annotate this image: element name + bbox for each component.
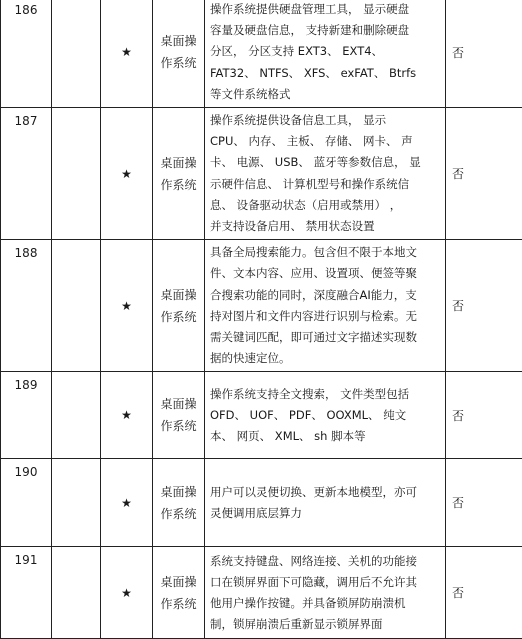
category-cell (153, 372, 205, 459)
category-cell (153, 459, 205, 547)
row-number: 186 (1, 0, 52, 108)
description-line: 并支持设备启用、 禁用状态设置 (210, 216, 441, 237)
description-line: 卡、 电源、 USB、 蓝牙等参数信息， 显 (210, 152, 441, 173)
description-line: 制，锁屏崩溃后重新显示锁屏界面 (210, 614, 441, 635)
row-number: 191 (1, 547, 52, 639)
table-row (1, 0, 522, 108)
star-icon: ★ (101, 547, 153, 639)
result-cell: 否 (446, 459, 522, 547)
description-line: 口在锁屏界面下可隐藏，调用后不允许其 (210, 572, 441, 593)
description-line: 灵便调用底层算力 (210, 503, 441, 524)
description-line: 用户可以灵便切换、更新本地模型，亦可 (210, 482, 441, 503)
table-row (1, 108, 522, 240)
row-number: 190 (1, 459, 52, 547)
category-line: 桌面操 (153, 571, 204, 593)
description-line: 本、 网页、 XML、 sh 脚本等 (210, 426, 441, 447)
category-cell (153, 240, 205, 372)
blank-cell (52, 547, 101, 639)
category-line: 桌面操 (153, 152, 204, 174)
description-line: 操作系统提供设备信息工具， 显示 (210, 110, 441, 131)
category-cell (153, 547, 205, 639)
result-cell: 否 (446, 547, 522, 639)
category-line: 作系统 (153, 174, 204, 196)
star-icon: ★ (101, 108, 153, 240)
description-cell (205, 459, 446, 547)
category-cell (153, 108, 205, 240)
description-line: 分区， 分区支持 EXT3、 EXT4、 (210, 41, 441, 62)
category-line: 作系统 (153, 503, 204, 525)
description-line: 他用户操作按键。并具备锁屏防崩溃机 (210, 593, 441, 614)
star-icon: ★ (101, 372, 153, 459)
star-icon: ★ (101, 459, 153, 547)
description-line: 息、 设备驱动状态（启用或禁用） ， (210, 195, 441, 216)
description-line: 合搜索功能的同时，深度融合AI能力，支 (210, 285, 441, 306)
description-cell (205, 372, 446, 459)
blank-cell (52, 240, 101, 372)
blank-cell (52, 0, 101, 108)
blank-cell (52, 459, 101, 547)
category-line: 作系统 (153, 593, 204, 615)
row-number: 187 (1, 108, 52, 240)
star-icon: ★ (101, 0, 153, 108)
row-number: 188 (1, 240, 52, 372)
category-line: 桌面操 (153, 393, 204, 415)
result-cell: 否 (446, 240, 522, 372)
result-cell: 否 (446, 372, 522, 459)
description-line: 示硬件信息、 计算机型号和操作系统信 (210, 174, 441, 195)
description-line: FAT32、 NTFS、 XFS、 exFAT、 Btrfs (210, 63, 441, 84)
category-line: 桌面操 (153, 481, 204, 503)
table-row (1, 459, 522, 547)
description-line: 件、文本内容、应用、设置项、便签等聚 (210, 263, 441, 284)
description-cell (205, 240, 446, 372)
star-icon: ★ (101, 240, 153, 372)
category-line: 作系统 (153, 415, 204, 437)
category-cell (153, 0, 205, 108)
description-line: CPU、 内存、 主板、 存储、 网卡、 声 (210, 131, 441, 152)
description-line: 操作系统提供硬盘管理工具， 显示硬盘 (210, 0, 441, 20)
category-line: 桌面操 (153, 284, 204, 306)
blank-cell (52, 108, 101, 240)
description-line: 等文件系统格式 (210, 84, 441, 105)
result-cell: 否 (446, 108, 522, 240)
category-line: 桌面操 (153, 30, 204, 52)
description-line: 据的快速定位。 (210, 348, 441, 369)
category-line: 作系统 (153, 52, 204, 74)
description-line: OFD、 UOF、 PDF、 OOXML、 纯文 (210, 405, 441, 426)
blank-cell (52, 372, 101, 459)
category-line: 作系统 (153, 306, 204, 328)
table-row (1, 240, 522, 372)
row-number: 189 (1, 372, 52, 459)
description-cell (205, 0, 446, 108)
description-line: 容量及硬盘信息， 支持新建和删除硬盘 (210, 20, 441, 41)
table-row (1, 372, 522, 459)
result-cell: 否 (446, 0, 522, 108)
description-line: 操作系统支持全文搜索， 文件类型包括 (210, 384, 441, 405)
description-line: 具备全局搜索能力。包含但不限于本地文 (210, 242, 441, 263)
description-line: 持对图片和文件内容进行识别与检索。无 (210, 306, 441, 327)
description-line: 需关键词匹配，即可通过文字描述实现数 (210, 327, 441, 348)
table-row (1, 547, 522, 639)
description-cell (205, 547, 446, 639)
description-cell (205, 108, 446, 240)
description-line: 系统支持键盘、网络连接、关机的功能接 (210, 551, 441, 572)
